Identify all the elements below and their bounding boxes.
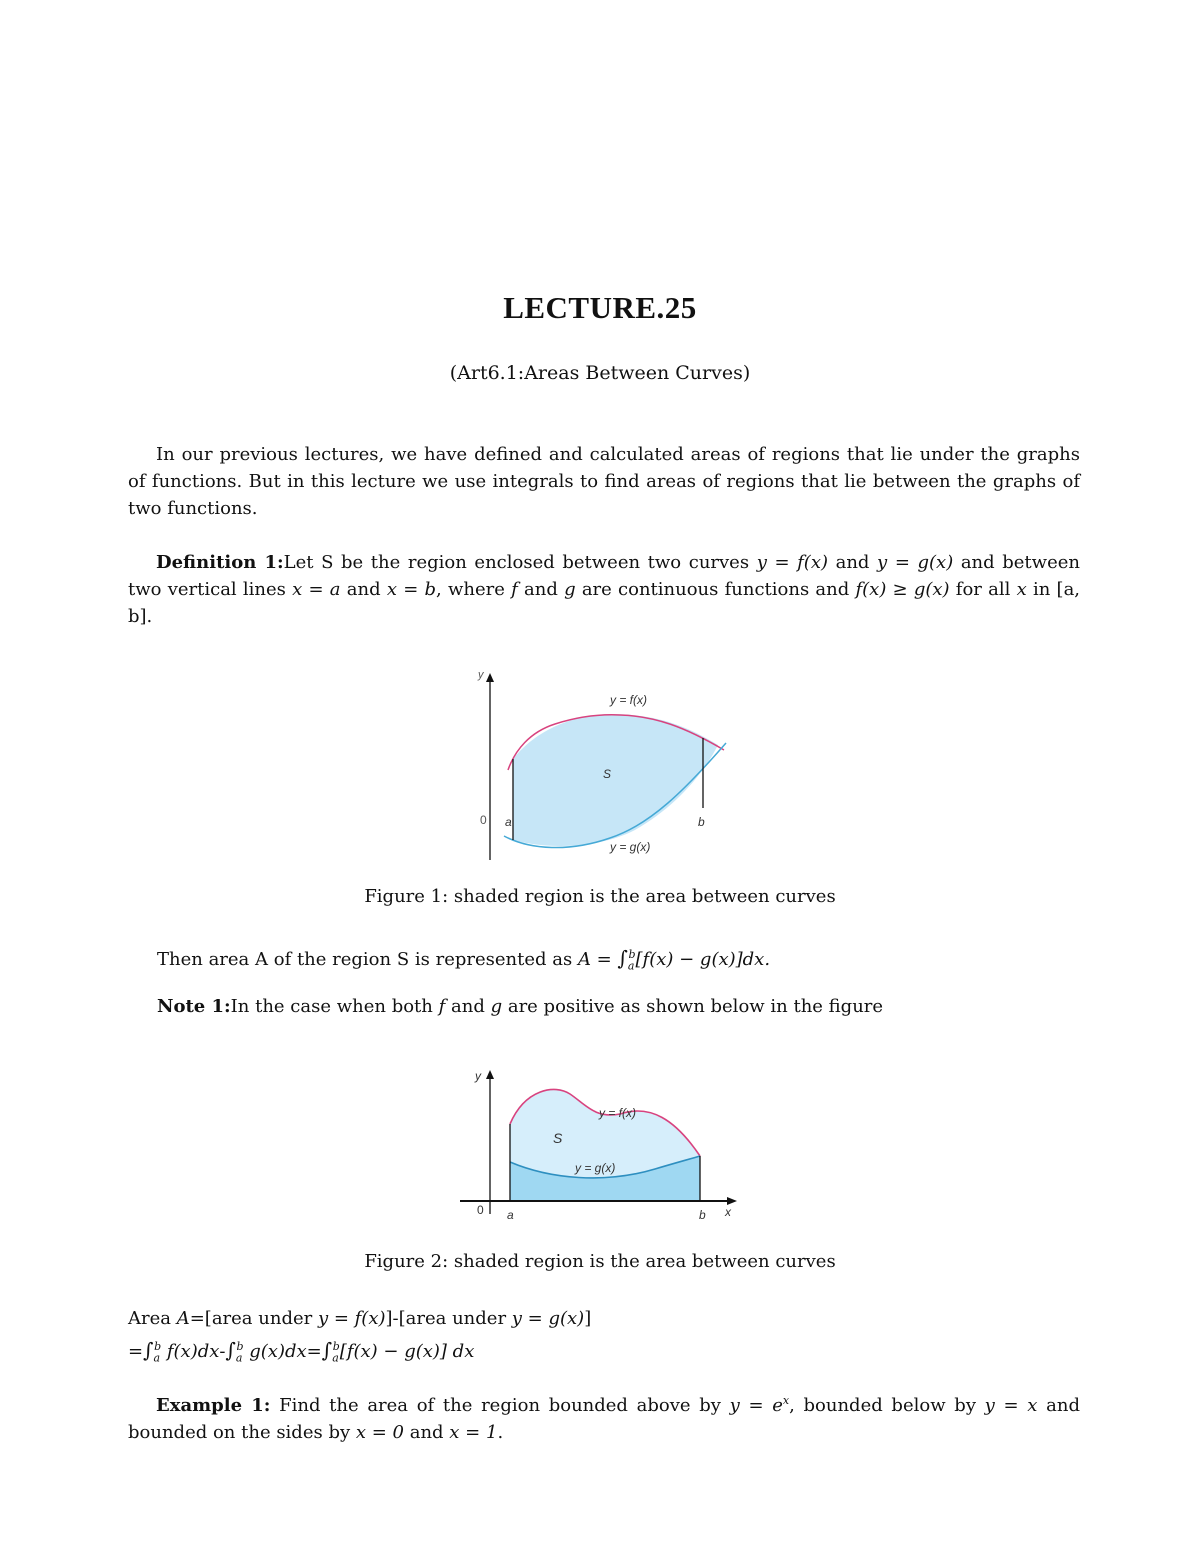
fig2-origin-label: 0 — [477, 1203, 484, 1217]
area-formula-lhs: A = — [577, 949, 618, 970]
equation-lower: y = x — [984, 1395, 1038, 1416]
example-text: , bounded below by — [789, 1395, 985, 1416]
symbol-x: x — [1016, 579, 1027, 600]
integral-sign: ∫ — [225, 1338, 236, 1362]
page-subtitle: (Art6.1:Areas Between Curves) — [449, 362, 751, 384]
fig1-y-label: y — [478, 670, 484, 681]
x-axis-arrow — [727, 1197, 737, 1205]
integral-sign: ∫ — [321, 1338, 333, 1362]
equation-f: y = f(x) — [317, 1308, 386, 1329]
example-text: . — [497, 1422, 504, 1443]
shaded-region-s — [513, 714, 718, 846]
integral-g: g(x)dx — [249, 1341, 307, 1362]
integral-sign: ∫ — [143, 1338, 154, 1362]
fig2-f-label: y = f(x) — [599, 1106, 637, 1120]
equation-right: x = 1 — [449, 1422, 498, 1443]
fig1-a-label: a — [505, 815, 512, 829]
area-definition-line: Then area A of the region S is represented as $A = \int_a^b[f(x) - g(x)]dx$. — [157, 946, 771, 973]
minus-sign: - — [219, 1341, 226, 1362]
area-symbol: A — [176, 1308, 190, 1329]
equation-left: x = 0 — [355, 1422, 404, 1443]
intro-paragraph: In our previous lectures, we have defined and calculated areas of regions that lie under the graphs of functions. But in this lecture we use integrals to find areas of regions that lie between the graphs of two functions. — [128, 444, 1080, 519]
fig1-f-label: y = f(x) — [610, 693, 648, 707]
integral-f: f(x)dx — [166, 1341, 220, 1362]
example-text: and — [404, 1422, 450, 1443]
area-formula-text: ] — [584, 1308, 592, 1329]
exponent-x: x — [782, 1394, 790, 1407]
area-formula-text: Area — [128, 1308, 177, 1329]
fig2-x-label: x — [725, 1205, 731, 1219]
fig1-g-label: y = g(x) — [610, 840, 651, 854]
note-text: are positive as shown below in the figure — [502, 996, 884, 1017]
symbol-f: f — [511, 579, 518, 600]
note-paragraph — [157, 993, 1077, 1020]
definition-text: for all — [949, 579, 1017, 600]
area-line-text: Then area A of the region S is represented as — [157, 949, 578, 970]
equation-upper: y = e — [729, 1395, 783, 1416]
symbol-g: g — [490, 996, 503, 1017]
fig1-b-label: b — [698, 815, 705, 829]
area-formula-line-1 — [128, 1305, 1080, 1332]
equals-sign: = — [128, 1341, 144, 1362]
fig2-g-label: y = g(x) — [575, 1161, 616, 1175]
fig2-y-label: y — [475, 1069, 481, 1083]
fig2-s-label: S — [553, 1130, 563, 1146]
equals-sign: = — [306, 1341, 322, 1362]
fig1-origin-label: 0 — [480, 813, 487, 827]
page-title: LECTURE.25 — [503, 290, 697, 325]
example-label: Example 1: — [156, 1395, 271, 1416]
integral-difference: [f(x) − g(x)] dx — [339, 1341, 475, 1362]
equation-xb: x = b — [386, 579, 437, 600]
integral-sign: ∫ — [617, 946, 628, 970]
definition-text: and between two vertical lines — [128, 552, 1080, 600]
definition-text: and — [828, 552, 878, 573]
figure-2 — [455, 1064, 745, 1224]
note-label: Note 1: — [157, 996, 231, 1017]
figure-1 — [470, 670, 740, 865]
note-text: In the case when both — [230, 996, 439, 1017]
example-text: Find the area of the region bounded above by — [270, 1395, 730, 1416]
definition-paragraph — [128, 549, 1080, 630]
equation-xa: x = a — [292, 579, 341, 600]
symbol-f: f — [438, 996, 446, 1017]
example-paragraph — [128, 1387, 1080, 1446]
y-axis-arrow — [486, 1070, 494, 1079]
definition-text: , where — [436, 579, 512, 600]
fig1-s-label: S — [603, 767, 612, 781]
area-formula-line-2: $=\int_a^b$ $f(x)dx-\int_a^b$ $g(x)dx=\int_a^b[f(x) - g(x)]$ dx — [128, 1338, 475, 1365]
definition-text: Let S be the region enclosed between two curves — [283, 552, 757, 573]
example-text: and bounded on the sides by — [128, 1395, 1080, 1443]
equation-g: y = g(x) — [877, 552, 954, 573]
definition-text: in [a, b]. — [128, 579, 1081, 627]
definition-text: and — [340, 579, 387, 600]
definition-label: Definition 1: — [156, 552, 284, 573]
area-formula-rhs: [f(x) − g(x)]dx. — [635, 949, 771, 970]
fig2-b-label: b — [699, 1208, 706, 1222]
area-formula-text: =[area under — [189, 1308, 318, 1329]
fig2-a-label: a — [507, 1208, 514, 1222]
area-formula-text: ]-[area under — [385, 1308, 512, 1329]
equation-f: y = f(x) — [756, 552, 828, 573]
symbol-g: g — [564, 579, 576, 600]
note-text: and — [445, 996, 491, 1017]
y-axis-arrow — [486, 673, 494, 682]
equation-g: y = g(x) — [511, 1308, 585, 1329]
figure-1-caption: Figure 1: shaded region is the area between curves — [364, 886, 836, 907]
definition-text: are continuous functions and — [575, 579, 856, 600]
figure-2-caption: Figure 2: shaded region is the area between curves — [364, 1251, 836, 1272]
inequality: f(x) ≥ g(x) — [855, 579, 950, 600]
definition-text: and — [517, 579, 565, 600]
